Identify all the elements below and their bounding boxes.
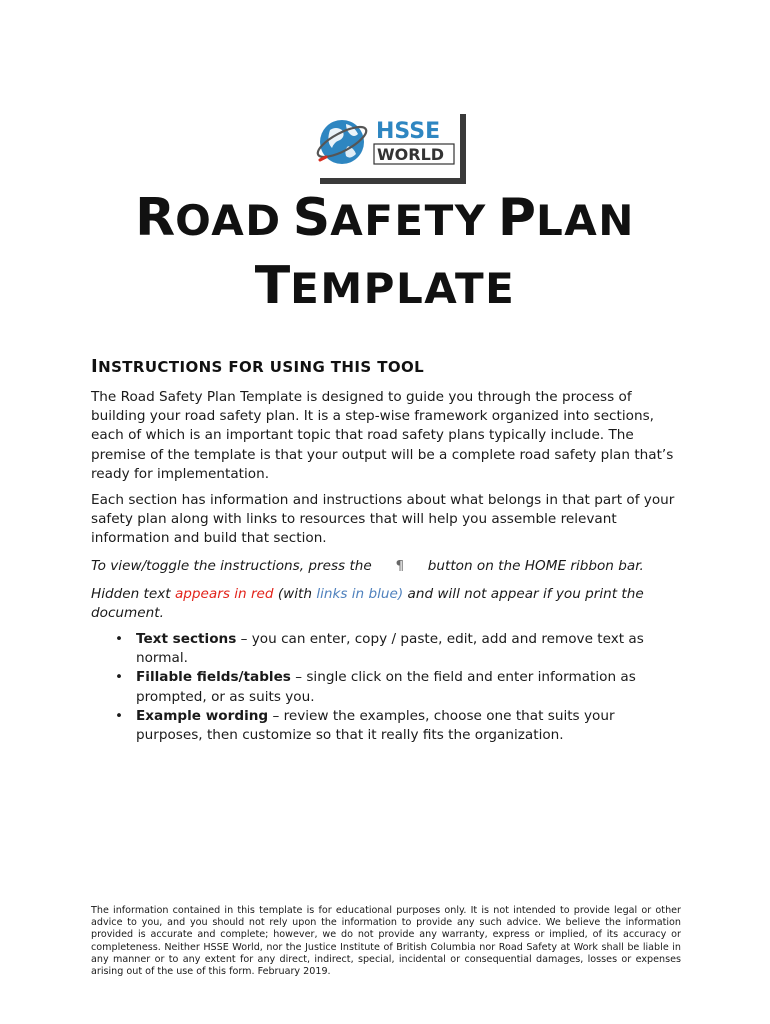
logo-wordmark	[314, 108, 460, 178]
list-item: • Example wording – review the examples, choose one that suits your purposes, then customize so that it really fits the organization.	[115, 707, 615, 744]
intro-paragraph: The Road Safety Plan Template is designed to guide you through the process of building your road safety plan. It is a step-wise framework organized into sections, each of which is an important topic that road safety plans typically include. The premise of the template is that your output will be a complete road safety plan that’s ready for implementation.	[91, 389, 674, 482]
pilcrow-icon: ¶	[395, 558, 405, 574]
hidden-text-note: Hidden text appears in red (with links in blue) and will not appear if you print the document.	[91, 586, 644, 622]
list-item: • Fillable fields/tables – single click on the field and enter information as prompted, or as suits you.	[115, 669, 636, 705]
bullet-icon: •	[115, 669, 124, 686]
title-word: SAFETY	[292, 188, 487, 248]
hsse-world-logo	[314, 108, 466, 184]
title-word: ROAD	[135, 188, 282, 248]
toggle-instructions: To view/toggle the instructions, press the ¶ button on the HOME ribbon bar.	[91, 557, 681, 576]
logo-shadow	[460, 114, 466, 184]
sections-paragraph: Each section has information and instructions about what belongs in that part of your safety plan along with links to resources that will help you assemble relevant information and build that section.	[91, 492, 675, 547]
blue-link-sample: links in blue)	[316, 586, 404, 602]
logo-text-world: WORLD	[377, 145, 445, 164]
feature-list	[91, 630, 681, 745]
disclaimer-text: The information contained in this template is for educational purposes only. It is not intended to provide legal or other advice to you, and you should not rely upon the information to provide any such advice. We believe the information provided is accurate and complete; however, we do not provide any warranty, express or implied, of its accuracy or completeness. Neither HSSE World, nor the Justice Institute of British Columbia nor Road Safety at Work shall be liable in any manner or to any extent for any direct, indirect, special, incidental or consequential damages, losses or expenses arising out of the use of this form. February 2019.	[91, 905, 681, 978]
section-heading: INSTRUCTIONS FOR USING THIS TOOL	[91, 356, 425, 377]
red-text-sample: appears in red	[174, 586, 274, 602]
logo-text-hsse: HSSE	[376, 119, 441, 144]
bullet-icon: •	[115, 631, 124, 647]
logo-shadow	[320, 178, 466, 184]
bullet-icon: •	[115, 707, 124, 724]
page-title-line-2	[0, 256, 770, 316]
list-item: • Text sections – you can enter, copy / paste, edit, add and remove text as normal.	[115, 631, 644, 667]
title-word: TEMPLATE	[254, 256, 516, 316]
page-title-line-1	[0, 188, 770, 248]
title-word: PLAN	[497, 188, 635, 248]
